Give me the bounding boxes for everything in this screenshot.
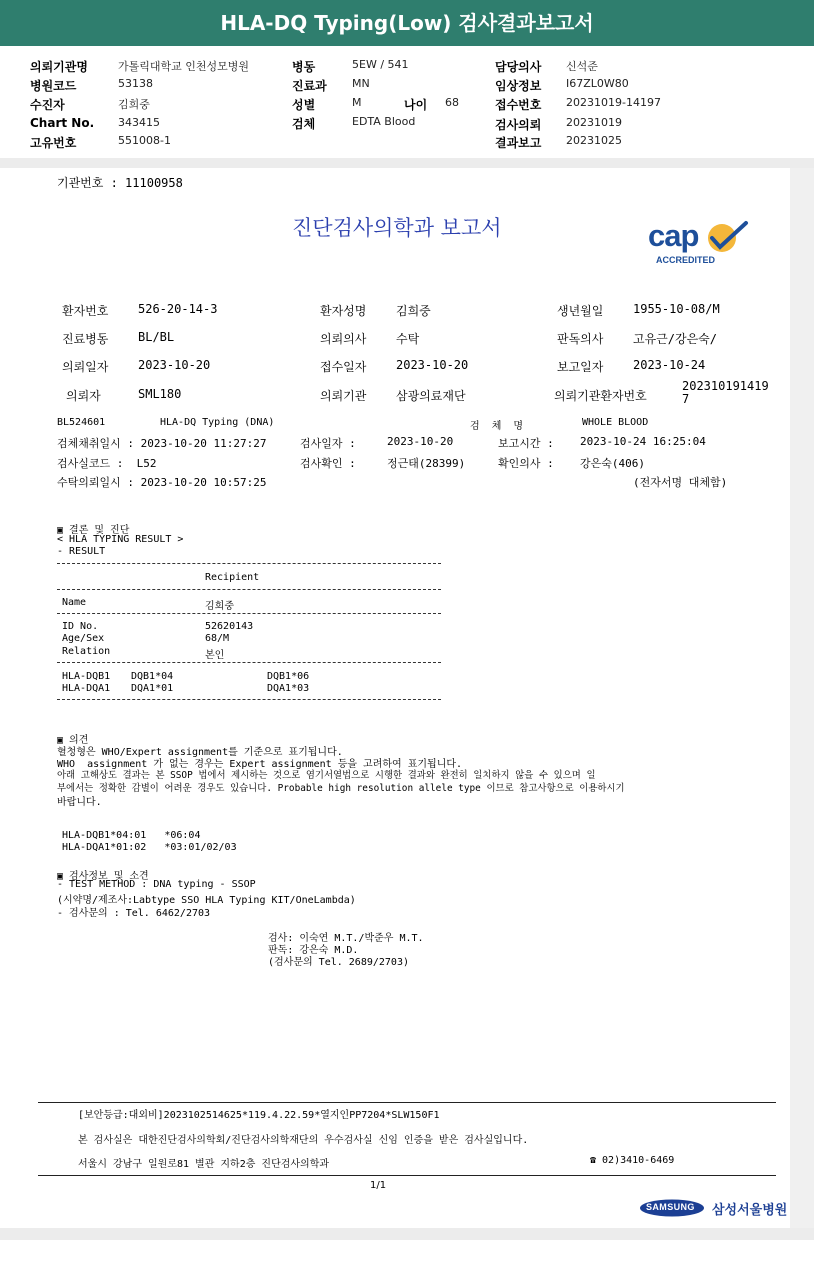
pi-value-reader: 고유근/강은숙/ [633,332,718,346]
outsourced-request-datetime: 수탁의뢰일시 : 2023-10-20 10:57:25 [57,476,267,489]
report-title: HLA-DQ Typing(Low) 검사결과보고서 [0,0,814,46]
label-org: 의뢰기관명 [30,60,88,74]
hospital-name-logo: 삼성서울병원 [712,1203,788,1218]
pi-value-req-doctor: 수탁 [396,332,420,346]
label-receipt-no: 접수번호 [495,98,542,112]
report-time-label: 보고시간 : [498,437,554,450]
value-hospital-code: 53138 [118,77,153,90]
value-result-date: 20231025 [566,134,622,147]
label-hospital-code: 병원코드 [30,79,77,93]
value-doctor: 신석준 [566,60,598,73]
pi-value-requester: SML180 [138,387,182,401]
value-clinical-info: I67ZL0W80 [566,77,629,90]
pi-label-org-patient-no: 의뢰기관환자번호 [554,389,647,403]
pi-label-req-date: 의뢰일자 [62,360,109,374]
pi-value-req-org: 삼광의료재단 [396,389,466,403]
samsung-logo-text: SAMSUNG [646,1202,695,1212]
pi-label-requester: 의뢰자 [66,389,101,403]
report-time-value: 2023-10-24 16:25:04 [580,435,706,448]
label-age: 나이 [404,98,428,112]
collection-datetime: 검체채취일시 : 2023-10-20 11:27:27 [57,437,267,450]
pi-value-patient-name: 김희중 [396,304,431,318]
pi-label-patient-name: 환자성명 [320,304,367,318]
pi-value-birth: 1955-10-08/M [633,302,720,316]
name-label: Name [62,597,87,608]
label-specimen: 검체 [292,117,316,131]
label-doctor: 담당의사 [495,60,542,74]
right-margin-shade [790,168,814,1240]
label-unique-no: 고유번호 [30,136,77,150]
label-ward: 병동 [292,60,316,74]
opinion-line: 아래 고해상도 결과는 본 SSOP 법에서 제시하는 것으로 염기서열법으로 시행한 결과와 완전히 일치하지 않을 수 있으며 일 [57,770,596,781]
confirm-doctor-value: 강은숙(406) [580,457,645,470]
divider [57,563,441,564]
agesex-value: 68/M [205,633,230,644]
value-sex: M [352,96,362,109]
bottom-margin-shade [0,1228,814,1240]
opinion-line: WHO assignment 가 없는 경우는 Expert assignment 등을 고려하여 표기됩니다. [57,759,463,770]
org-number: 기관번호 : 11100958 [57,176,183,190]
pi-label-report-date: 보고일자 [557,360,604,374]
label-result-date: 결과보고 [495,136,542,150]
page-number: 1/1 [370,1180,387,1191]
allele-dqa1-high-res: HLA-DQA1*01:02 *03:01/02/03 [62,842,237,853]
lab-address: 서울시 강남구 일원로81 별관 지하2층 진단검사의학과 [78,1159,330,1170]
order-info-header [0,48,814,158]
agesex-label: Age/Sex [62,633,105,644]
value-chart-no: 343415 [118,116,160,129]
footer-bottom-line [38,1175,776,1176]
cap-accredited-logo [646,218,750,270]
dqa1-allele-1: DQA1*01 [131,683,174,694]
pi-label-ward: 진료병동 [62,332,109,346]
dqb1-allele-2: DQB1*06 [267,671,310,682]
test-method-line: - TEST METHOD : DNA typing - SSOP [57,879,256,890]
test-method-title: ▣ 검사정보 및 소견 [57,871,149,882]
test-date-label: 검사일자 : [300,437,356,450]
inquiry-line: - 검사문의 : Tel. 6462/2703 [57,908,211,919]
value-unique-no: 551008-1 [118,134,171,147]
allele-dqb1-high-res: HLA-DQB1*04:01 *06:04 [62,830,201,841]
reagent-line: (시약명/제조사:Labtype SSO HLA Typing KIT/OneLambda) [57,895,356,906]
test-date-value: 2023-10-20 [387,435,454,448]
opinion-title: ▣ 의견 [57,735,89,746]
cap-accredited-text: ACCREDITED [656,255,716,265]
opinion-line: 바랍니다. [57,797,102,808]
pi-value-recv-date: 2023-10-20 [396,358,469,372]
result-section-title: ▣ 결론 및 진단 [57,525,130,536]
dqa1-label: HLA-DQA1 [62,683,111,694]
pi-value-patient-no: 526-20-14-3 [138,302,218,316]
specimen-label: 검 체 명 [470,421,524,432]
opinion-line: 부에서는 정확한 감별이 어려운 경우도 있습니다. Probable high resolution allele type 이므로 참고사항으로 이용하시기 [57,783,625,794]
cap-logo-text: cap [648,218,699,253]
value-receipt-no: 20231019-14197 [566,96,661,109]
relation-value: 본인 [205,650,225,661]
pi-value-req-date: 2023-10-20 [138,358,211,372]
lab-phone: ☎ 02)3410-6469 [590,1155,675,1166]
pi-value-report-date: 2023-10-24 [633,358,706,372]
test-code: BL524601 [57,417,106,428]
test-confirm-value: 정근태(28399) [387,457,466,470]
value-patient: 김희중 [118,98,150,111]
test-confirm-label: 검사확인 : [300,457,356,470]
samsung-logo [640,1199,704,1217]
confirm-doctor-label: 확인의사 : [498,457,554,470]
certification-note: 본 검사실은 대한진단검사의학회/진단검사의학재단의 우수검사실 신임 인증을 받은 검사실입니다. [78,1135,529,1146]
e-signature-note: (전자서명 대체함) [633,476,728,489]
value-dept: MN [352,77,370,90]
value-age: 68 [445,96,459,109]
security-code: [보안등급:대외비]2023102514625*119.4.22.59*열지인PP7204*SLW150F1 [78,1110,440,1121]
label-request-date: 검사의뢰 [495,118,542,132]
footer-top-line [38,1102,776,1103]
pi-label-patient-no: 환자번호 [62,304,109,318]
pi-label-req-org: 의뢰기관 [320,389,367,403]
relation-label: Relation [62,646,111,657]
id-value: 52620143 [205,621,254,632]
value-ward: 5EW / 541 [352,58,409,71]
pi-value-ward: BL/BL [138,330,175,344]
result-label: - RESULT [57,546,106,557]
id-label: ID No. [62,621,99,632]
result-sub-title: < HLA TYPING RESULT > [57,534,184,545]
pi-label-req-doctor: 의뢰의사 [320,332,367,346]
specimen-value: WHOLE BLOOD [582,417,649,428]
pi-label-recv-date: 접수일자 [320,360,367,374]
pi-label-reader: 판독의사 [557,332,604,346]
dqb1-allele-1: DQB1*04 [131,671,174,682]
value-request-date: 20231019 [566,116,622,129]
value-specimen: EDTA Blood [352,115,416,128]
lab-code: 검사실코드 : L52 [57,457,157,470]
checkmark-icon [704,220,750,254]
name-value: 김희중 [205,601,234,612]
label-patient: 수진자 [30,98,65,112]
tester-signature: 검사: 이숙연 M.T./박준우 M.T. [268,933,424,944]
pi-value-org-patient-no: 2023101914197 [682,379,769,406]
label-chart-no: Chart No. [30,116,95,130]
recipient-header: Recipient [205,572,260,583]
department-report-title: 진단검사의학과 보고서 [292,216,502,240]
test-name: HLA-DQ Typing (DNA) [160,417,275,428]
inquiry-phone: (검사문의 Tel. 2689/2703) [268,957,409,968]
divider [57,613,441,614]
header-separator [0,158,814,168]
pi-label-birth: 생년월일 [557,304,604,318]
opinion-line: 혈청형은 WHO/Expert assignment를 기준으로 표기됩니다. [57,747,343,758]
value-org: 가톨릭대학교 인천성모병원 [118,60,250,73]
label-dept: 진료과 [292,79,327,93]
label-clinical-info: 임상정보 [495,79,542,93]
divider [57,699,441,700]
dqa1-allele-2: DQA1*03 [267,683,310,694]
divider [57,662,441,663]
divider [57,589,441,590]
dqb1-label: HLA-DQB1 [62,671,111,682]
label-sex: 성별 [292,98,316,112]
reader-signature: 판독: 강은숙 M.D. [268,945,359,956]
